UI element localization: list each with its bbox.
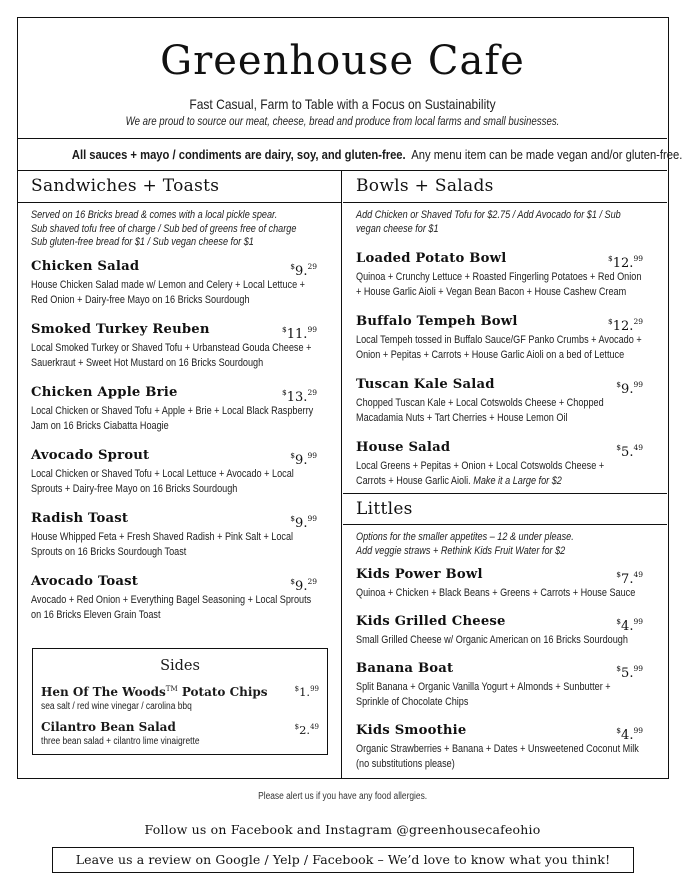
menu-frame [17,17,683,779]
menu-item-chicken-apple-brie [18,384,341,434]
item-name: Avocado Toast [31,573,139,589]
allergen-bold-text: All sauces + mayo / condiments are dairy, soy, and gluten-free. [71,147,406,162]
menu-item-kids-power-bowl [343,566,667,601]
item-price: $9.99 [290,513,317,531]
menu-item-smoked-turkey-reuben [18,321,341,371]
menu-item-kids-grilled-cheese [343,613,667,648]
item-price: $7.49 [616,570,643,587]
note-line: Options for the smaller appetites – 12 & under please. [356,531,574,543]
allergen-bar [18,139,683,171]
sandwiches-notes [18,203,341,250]
item-description: three bean salad + cilantro lime vinaigrette [41,736,200,747]
item-description: Quinoa + Chicken + Black Beans + Greens + Carrots + House Sauce [356,587,636,599]
item-name: Buffalo Tempeh Bowl [356,314,518,329]
item-price: $4.99 [616,617,643,634]
item-description: House Chicken Salad made w/ Lemon and Celery + Local Lettuce + Red Onion + Dairy-free Mayo on 16 Bricks Sourdough [31,278,305,306]
section-title-sides: Sides [160,658,200,674]
item-name: Kids Power Bowl [356,567,483,582]
item-description: Local Smoked Turkey or Shaved Tofu + Urbanstead Gouda Cheese + Sauerkraut + Sweet Hot Mustard on 16 Bricks Sourdough [31,341,312,369]
item-name: Radish Toast [31,510,129,526]
item-price: $13.29 [281,387,317,405]
section-title-littles: Littles [343,493,667,525]
note-line: Served on 16 Bricks bread & comes with a local pickle spear. [31,209,278,221]
menu-item-avocado-sprout [18,447,341,497]
item-description: Quinoa + Crunchy Lettuce + Roasted Fingerling Potatoes + Red Onion + House Garlic Aioli + Vegan Bean Bacon + House Cashew Cream [356,271,642,298]
social-follow-text: Follow us on Facebook and Instagram @greenhousecafeohio [144,822,541,837]
allergen-regular-text: Any menu item can be made vegan and/or gluten-free. [411,147,683,162]
item-name: Banana Boat [356,661,454,676]
item-description: Organic Strawberries + Banana + Dates + Unsweetened Coconut Milk (no substitutions please) [356,743,639,770]
menu-item-kids-smoothie [343,722,667,772]
item-name: Smoked Turkey Reuben [31,321,210,337]
item-description: Local Tempeh tossed in Buffalo Sauce/GF Panko Crumbs + Avocado + Onion + Pepitas + Carrots + House Garlic Aioli on a bed of Lettuce [356,334,642,361]
bowls-notes [343,203,667,236]
menu-item-radish-toast [18,510,341,560]
upsell-note: Make it a Large for $2 [473,475,562,487]
review-request-box: Leave us a review on Google / Yelp / Facebook – We’d love to know what you think! [52,847,634,873]
item-description: Chopped Tuscan Kale + Local Cotswolds Cheese + Chopped Macadamia Nuts + Tart Cherries + House Lemon Oil [356,397,604,424]
item-price: $5.99 [616,664,643,681]
item-description: Avocado + Red Onion + Everything Bagel Seasoning + Local Sprouts on 16 Bricks Eleven Grain Toast [31,593,312,621]
item-price: $1.99 [294,685,319,699]
sandwiches-column [18,171,342,778]
note-line: Sub gluten-free bread for $1 / Sub vegan cheese for $1 [31,236,254,248]
menu-item-loaded-potato-bowl [343,250,667,300]
menu-header [18,18,667,139]
allergy-note: Please alert us if you have any food allergies. [257,791,428,802]
item-description: sea salt / red wine vinegar / carolina bbq [41,701,192,712]
littles-section [343,525,667,772]
item-price: $5.49 [616,443,643,460]
item-name: Tuscan Kale Salad [356,377,495,392]
item-description: Split Banana + Organic Vanilla Yogurt + Almonds + Sunbutter + Sprinkle of Chocolate Chips [356,681,611,708]
item-price: $9.99 [616,380,643,397]
item-description: House Whipped Feta + Fresh Shaved Radish + Pink Salt + Local Sprouts on 16 Bricks Sourdough Toast [31,530,294,558]
item-price: $11.99 [281,324,317,342]
item-name: Hen Of The Woods™ Potato Chips [41,685,268,699]
menu-item-banana-boat [343,660,667,710]
item-price: $9.29 [290,261,317,279]
item-name: Loaded Potato Bowl [356,251,507,266]
item-price: $2.49 [294,723,319,737]
note-line: vegan cheese for $1 [356,222,439,235]
item-price: $9.99 [290,450,317,468]
item-name: Chicken Apple Brie [31,384,178,400]
note-line: Add Chicken or Shaved Tofu for $2.75 / Add Avocado for $1 / Sub [356,209,621,221]
section-title-bowls: Bowls + Salads [343,171,667,203]
menu-item-house-salad [343,439,667,489]
menu-item-buffalo-tempeh-bowl [343,313,667,363]
item-name: House Salad [356,440,451,455]
cafe-title: Greenhouse Cafe [160,38,525,84]
note-line: Add veggie straws + Rethink Kids Fruit Water for $2 [356,544,566,557]
section-title-sandwiches: Sandwiches + Toasts [18,171,341,203]
item-price: $12.99 [607,254,643,271]
side-item-potato-chips [33,682,327,713]
item-name: Cilantro Bean Salad [41,720,176,734]
item-name: Kids Smoothie [356,723,467,738]
sides-box [32,648,328,755]
item-description: Local Chicken or Shaved Tofu + Apple + Brie + Local Black Raspberry Jam on 16 Bricks Ciabatta Hoagie [31,404,314,432]
item-description: Local Greens + Pepitas + Onion + Local Cotswolds Cheese + Carrots + House Garlic Aioli. Make it a Large for $2 [356,460,605,487]
item-name: Chicken Salad [31,258,140,274]
item-price: $4.99 [616,726,643,743]
bowls-littles-column [343,171,667,778]
menu-item-avocado-toast [18,573,341,623]
item-price: $9.29 [290,576,317,594]
menu-item-chicken-salad [18,258,341,308]
tagline: Fast Casual, Farm to Table with a Focus on Sustainability [189,96,496,112]
littles-notes [343,525,667,558]
side-item-cilantro-bean-salad [33,720,327,748]
item-description: Local Chicken or Shaved Tofu + Local Lettuce + Avocado + Local Sprouts + Dairy-free Mayo on 16 Bricks Sourdough [31,467,294,495]
menu-item-tuscan-kale-salad [343,376,667,426]
item-price: $12.29 [607,317,643,334]
item-name: Avocado Sprout [31,447,150,463]
sourcing-statement: We are proud to source our meat, cheese, bread and produce from local farms and small businesses. [125,116,560,128]
note-line: Sub shaved tofu free of charge / Sub bed of greens free of charge [31,222,297,235]
item-name: Kids Grilled Cheese [356,614,506,629]
item-description: Small Grilled Cheese w/ Organic American on 16 Bricks Sourdough [356,634,628,646]
